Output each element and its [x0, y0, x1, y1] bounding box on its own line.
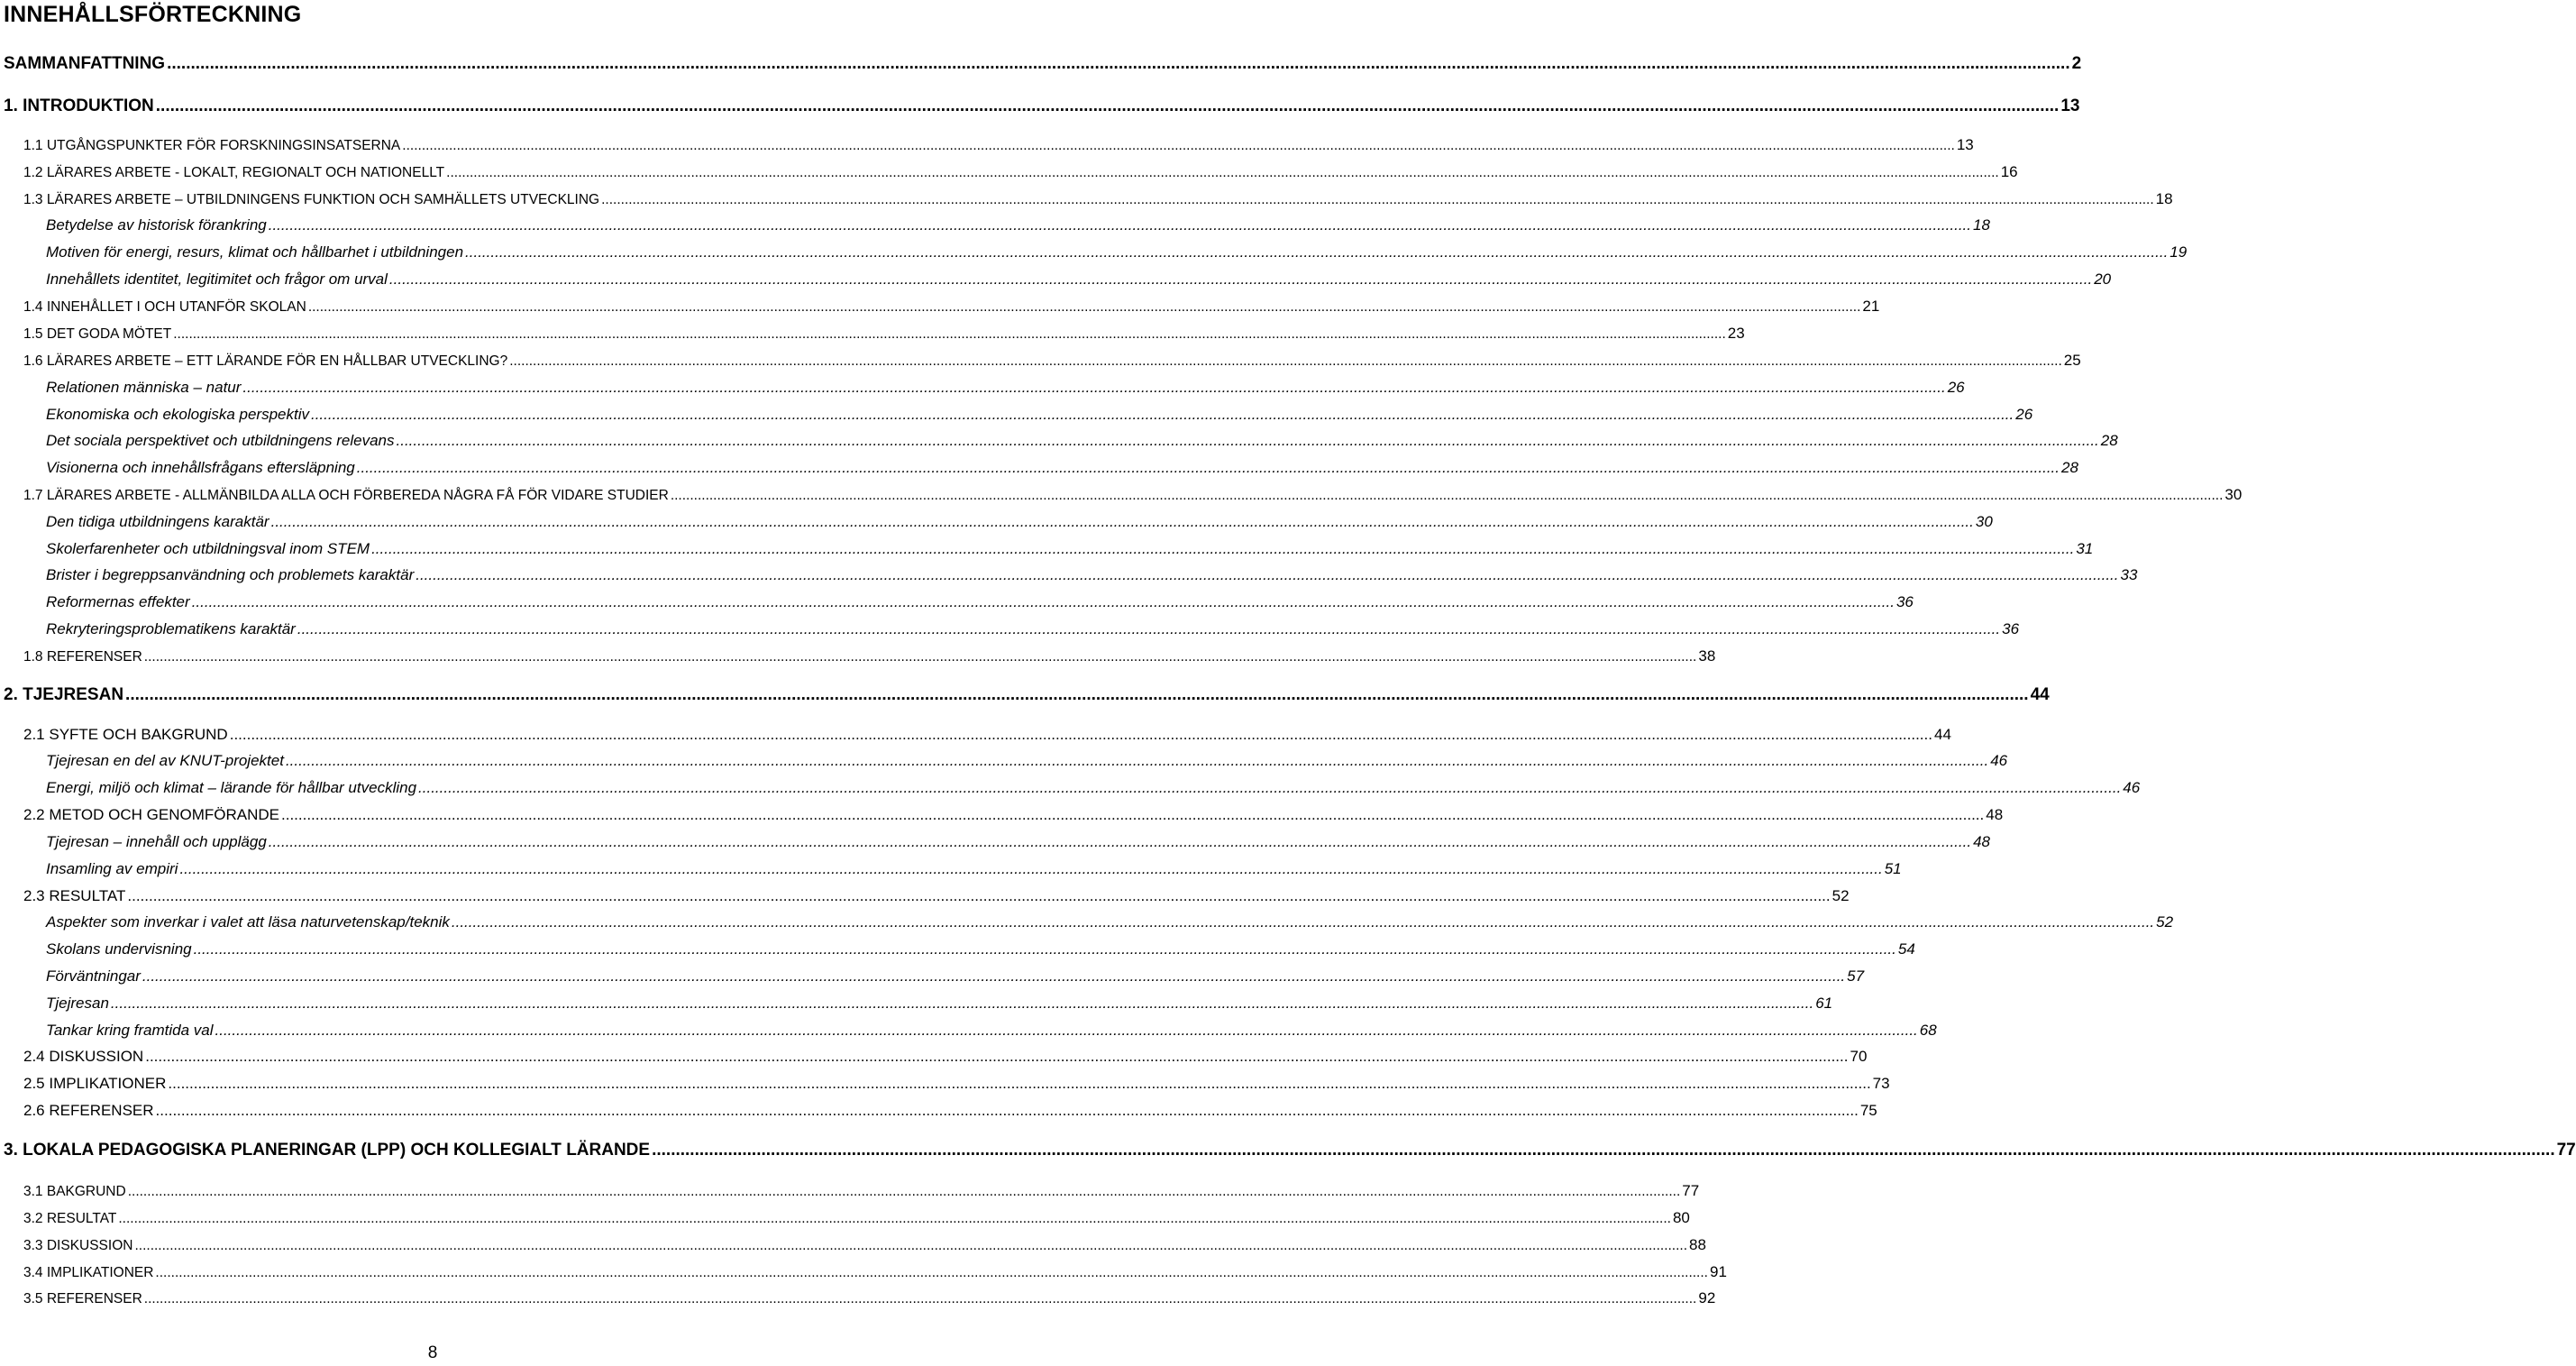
toc-entry-page: 48 [1973, 833, 1990, 850]
toc-dot-leader: ................................................................................................................................................................................................................................................................................................................................................................................................................ [127, 1184, 1681, 1199]
toc-entry[interactable] [46, 617, 2020, 642]
toc-entry[interactable] [4, 683, 2050, 708]
toc-entry-title: Innehållets identitet, legitimitet och frågor om urval [46, 270, 388, 288]
toc-entry-title: 2.4 DISKUSSION [23, 1048, 144, 1065]
toc-entry-page: 48 [1986, 806, 2004, 823]
toc-dot-leader: ................................................................................................................................................................................................................................................................................................................................................................................................................ [281, 806, 1985, 823]
toc-dot-leader: ................................................................................................................................................................................................................................................................................................................................................................................................................ [465, 243, 2169, 261]
toc-entry-page: 33 [2120, 566, 2138, 583]
toc-entry[interactable] [46, 267, 2112, 292]
toc-entry-page: 21 [1862, 298, 1880, 315]
toc-title: INNEHÅLLSFÖRTECKNING [4, 2, 302, 27]
toc-entry[interactable] [23, 1233, 1706, 1258]
toc-dot-leader: ................................................................................................................................................................................................................................................................................................................................................................................................................ [127, 887, 1831, 904]
toc-entry[interactable] [46, 240, 2188, 265]
toc-entry-title: 1. INTRODUKTION [4, 96, 154, 115]
toc-entry-title: 2.6 REFERENSER [23, 1102, 154, 1119]
toc-entry-title: 1.1 UTGÅNGSPUNKTER FÖR FORSKNINGSINSATSERNA [23, 138, 401, 153]
toc-dot-leader: ................................................................................................................................................................................................................................................................................................................................................................................................................ [446, 165, 1999, 180]
toc-entry-title: SAMMANFATTNING [4, 54, 166, 73]
toc-dot-leader: ................................................................................................................................................................................................................................................................................................................................................................................................................ [416, 566, 2119, 583]
page-number: 8 [427, 1343, 438, 1362]
toc-entry-title: Betydelse av historisk förankring [46, 216, 267, 234]
toc-entry[interactable] [4, 1138, 2576, 1163]
toc-dot-leader: ................................................................................................................................................................................................................................................................................................................................................................................................................ [307, 299, 1861, 315]
toc-entry-page: 54 [1897, 940, 1915, 958]
toc-entry-page: 2 [2071, 54, 2082, 73]
toc-entry-page: 52 [2156, 913, 2174, 931]
toc-dot-leader: ................................................................................................................................................................................................................................................................................................................................................................................................................ [193, 940, 1896, 958]
toc-entry[interactable] [23, 482, 2243, 508]
toc-entry-page: 61 [1815, 995, 1833, 1012]
toc-dot-leader: ................................................................................................................................................................................................................................................................................................................................................................................................................ [285, 752, 1989, 769]
toc-entry[interactable] [23, 1098, 1877, 1123]
toc-entry-page: 46 [1990, 752, 2008, 769]
toc-entry[interactable] [23, 294, 1880, 319]
toc-dot-leader: ................................................................................................................................................................................................................................................................................................................................................................................................................ [155, 1265, 1708, 1280]
toc-entry-page: 52 [1832, 887, 1850, 904]
toc-dot-leader: ................................................................................................................................................................................................................................................................................................................................................................................................................ [268, 216, 1971, 234]
toc-entry-title: Insamling av empiri [46, 860, 178, 877]
toc-entry[interactable] [46, 910, 2174, 935]
toc-entry-page: 73 [1872, 1075, 1890, 1092]
toc-entry-page: 30 [1975, 513, 1993, 530]
toc-entry[interactable] [46, 509, 1993, 535]
toc-entry-title: 1.4 INNEHÅLLET I OCH UTANFÖR SKOLAN [23, 299, 306, 315]
toc-dot-leader: ................................................................................................................................................................................................................................................................................................................................................................................................................ [145, 1048, 1849, 1065]
toc-entry[interactable] [46, 563, 2138, 588]
toc-entry[interactable] [4, 51, 2082, 77]
toc-entry[interactable] [23, 1178, 1700, 1204]
toc-entry[interactable] [23, 1206, 1690, 1231]
toc-entry[interactable] [46, 213, 1990, 238]
toc-entry-page: 77 [2556, 1141, 2576, 1160]
toc-entry-page: 28 [2061, 459, 2078, 476]
toc-entry-title: Visionerna och innehållsfrågans eftersläpning [46, 459, 355, 476]
toc-entry-title: 3.1 BAKGRUND [23, 1184, 126, 1199]
toc-entry-page: 18 [1973, 216, 1990, 234]
toc-entry-page: 92 [1698, 1289, 1716, 1306]
toc-entry[interactable] [23, 133, 1974, 158]
toc-entry[interactable] [23, 348, 2081, 373]
toc-entry[interactable] [23, 1260, 1727, 1285]
toc-entry[interactable] [23, 160, 2018, 185]
toc-entry-page: 70 [1850, 1048, 1868, 1065]
toc-entry-title: 2. TJEJRESAN [4, 685, 124, 704]
toc-entry-page: 36 [1895, 593, 1914, 610]
toc-dot-leader: ................................................................................................................................................................................................................................................................................................................................................................................................................ [601, 192, 2154, 207]
toc-dot-leader: ................................................................................................................................................................................................................................................................................................................................................................................................................ [388, 270, 2093, 288]
toc-entry[interactable] [23, 884, 1850, 909]
toc-entry-title: Energi, miljö och klimat – lärande för hållbar utveckling [46, 779, 417, 796]
toc-entry-page: 46 [2123, 779, 2141, 796]
toc-entry-title: Skolerfarenheter och utbildningsval inom STEM [46, 540, 370, 557]
toc-entry[interactable] [46, 428, 2118, 454]
toc-entry-page: 80 [1672, 1209, 1690, 1226]
toc-dot-leader: ................................................................................................................................................................................................................................................................................................................................................................................................................ [118, 1211, 1671, 1226]
toc-dot-leader: ................................................................................................................................................................................................................................................................................................................................................................................................................ [229, 726, 1932, 743]
toc-entry[interactable] [46, 775, 2141, 801]
toc-dot-leader: ................................................................................................................................................................................................................................................................................................................................................................................................................ [310, 406, 2014, 423]
toc-entry-title: 1.3 LÄRARES ARBETE – UTBILDNINGENS FUNKTION OCH SAMHÄLLETS UTVECKLING [23, 192, 600, 207]
toc-entry-title: 3.2 RESULTAT [23, 1211, 117, 1226]
toc-entry-title: 1.7 LÄRARES ARBETE - ALLMÄNBILDA ALLA OCH FÖRBEREDA NÅGRA FÅ FÖR VIDARE STUDIER [23, 488, 669, 503]
toc-entry-page: 57 [1847, 967, 1865, 985]
toc-entry-title: Skolans undervisning [46, 940, 192, 958]
toc-entry[interactable] [23, 321, 1745, 346]
toc-dot-leader: ................................................................................................................................................................................................................................................................................................................................................................................................................ [418, 779, 2122, 796]
toc-dot-leader: ................................................................................................................................................................................................................................................................................................................................................................................................................ [134, 1238, 1688, 1253]
toc-entry[interactable] [46, 590, 1914, 615]
toc-dot-leader: ................................................................................................................................................................................................................................................................................................................................................................................................................ [670, 488, 2224, 503]
toc-dot-leader: ................................................................................................................................................................................................................................................................................................................................................................................................................ [371, 540, 2075, 557]
toc-entry[interactable] [23, 722, 1951, 747]
toc-entry-title: 3.5 REFERENSER [23, 1291, 142, 1306]
toc-entry-page: 13 [1956, 136, 1974, 153]
toc-entry-title: 2.5 IMPLIKATIONER [23, 1075, 167, 1092]
toc-entry-page: 91 [1709, 1263, 1727, 1280]
toc-entry[interactable] [23, 802, 2004, 828]
toc-entry-title: 2.3 RESULTAT [23, 887, 126, 904]
toc-entry[interactable] [46, 937, 1915, 962]
toc-entry[interactable] [46, 857, 1902, 882]
toc-entry[interactable] [46, 455, 2078, 481]
toc-entry[interactable] [23, 1044, 1868, 1069]
toc-dot-leader: ................................................................................................................................................................................................................................................................................................................................................................................................................ [652, 1141, 2555, 1160]
toc-dot-leader: ................................................................................................................................................................................................................................................................................................................................................................................................................ [155, 1102, 1859, 1119]
toc-entry-title: Det sociala perspektivet och utbildningens relevans [46, 432, 395, 449]
toc-entry-page: 44 [2030, 685, 2050, 704]
toc-entry-page: 13 [2060, 96, 2080, 115]
toc-dot-leader: ................................................................................................................................................................................................................................................................................................................................................................................................................ [268, 833, 1972, 850]
toc-dot-leader: ................................................................................................................................................................................................................................................................................................................................................................................................................ [168, 1075, 1871, 1092]
toc-entry-title: Reformernas effekter [46, 593, 190, 610]
toc-entry-title: Tjejresan [46, 995, 109, 1012]
toc-dot-leader: ................................................................................................................................................................................................................................................................................................................................................................................................................ [242, 379, 1946, 396]
toc-entry-page: 68 [1919, 1022, 1937, 1039]
toc-entry[interactable] [23, 1286, 1716, 1311]
toc-entry[interactable] [23, 1071, 1890, 1096]
toc-entry-title: Aspekter som inverkar i valet att läsa naturvetenskap/teknik [46, 913, 450, 931]
toc-entry-title: Relationen människa – natur [46, 379, 242, 396]
toc-entry-title: 2.2 METOD OCH GENOMFÖRANDE [23, 806, 279, 823]
toc-entry-title: Rekryteringsproblematikens karaktär [46, 620, 296, 637]
toc-entry-title: Tjejresan en del av KNUT-projektet [46, 752, 284, 769]
toc-entry-page: 38 [1698, 647, 1716, 665]
toc-entry-page: 16 [2000, 163, 2018, 180]
toc-dot-leader: ................................................................................................................................................................................................................................................................................................................................................................................................................ [297, 620, 2001, 637]
toc-entry-title: Förväntningar [46, 967, 141, 985]
toc-entry-title: Tankar kring framtida val [46, 1022, 214, 1039]
toc-entry[interactable] [23, 187, 2173, 212]
toc-entry-page: 77 [1682, 1182, 1700, 1199]
toc-dot-leader: ................................................................................................................................................................................................................................................................................................................................................................................................................ [215, 1022, 1918, 1039]
toc-entry[interactable] [46, 991, 1833, 1016]
toc-entry-page: 26 [2015, 406, 2033, 423]
toc-entry-page: 75 [1859, 1102, 1877, 1119]
toc-entry[interactable] [46, 964, 1865, 989]
toc-dot-leader: ................................................................................................................................................................................................................................................................................................................................................................................................................ [509, 353, 2062, 369]
toc-entry-title: 3.4 IMPLIKATIONER [23, 1265, 154, 1280]
toc-dot-leader: ................................................................................................................................................................................................................................................................................................................................................................................................................ [173, 326, 1726, 342]
toc-entry-page: 31 [2076, 540, 2094, 557]
toc-entry-page: 88 [1689, 1236, 1706, 1253]
toc-dot-leader: ................................................................................................................................................................................................................................................................................................................................................................................................................ [270, 513, 1974, 530]
toc-entry-page: 28 [2100, 432, 2118, 449]
toc-entry-title: Brister i begreppsanvändning och problemets karaktär [46, 566, 415, 583]
toc-entry-title: 1.8 REFERENSER [23, 649, 142, 665]
toc-dot-leader: ................................................................................................................................................................................................................................................................................................................................................................................................................ [110, 995, 1814, 1012]
toc-entry-page: 36 [2002, 620, 2020, 637]
toc-entry-page: 19 [2170, 243, 2188, 261]
toc-entry-title: 2.1 SYFTE OCH BAKGRUND [23, 726, 228, 743]
toc-dot-leader: ................................................................................................................................................................................................................................................................................................................................................................................................................ [143, 1291, 1697, 1306]
toc-entry[interactable] [46, 830, 1990, 855]
toc-entry-page: 30 [2224, 486, 2243, 503]
toc-entry-page: 18 [2155, 190, 2173, 207]
toc-entry-title: 3. LOKALA PEDAGOGISKA PLANERINGAR (LPP) OCH KOLLEGIALT LÄRANDE [4, 1141, 651, 1160]
toc-dot-leader: ................................................................................................................................................................................................................................................................................................................................................................................................................ [167, 54, 2070, 73]
toc-entry-title: Tjejresan – innehåll och upplägg [46, 833, 267, 850]
toc-entry-title: 3.3 DISKUSSION [23, 1238, 133, 1253]
toc-entry-page: 23 [1727, 325, 1745, 342]
toc-entry-page: 20 [2094, 270, 2112, 288]
toc-entry[interactable] [46, 748, 2008, 774]
toc-entry-page: 51 [1884, 860, 1902, 877]
toc-entry[interactable] [23, 644, 1716, 669]
toc-dot-leader: ................................................................................................................................................................................................................................................................................................................................................................................................................ [402, 138, 1955, 153]
toc-dot-leader: ................................................................................................................................................................................................................................................................................................................................................................................................................ [125, 685, 2029, 704]
toc-dot-leader: ................................................................................................................................................................................................................................................................................................................................................................................................................ [155, 96, 2060, 115]
toc-entry[interactable] [46, 402, 2033, 427]
toc-dot-leader: ................................................................................................................................................................................................................................................................................................................................................................................................................ [191, 593, 1895, 610]
toc-entry[interactable] [4, 94, 2080, 119]
toc-entry-title: Den tidiga utbildningens karaktär [46, 513, 269, 530]
toc-entry-page: 44 [1933, 726, 1951, 743]
toc-entry-title: Ekonomiska och ekologiska perspektiv [46, 406, 309, 423]
toc-dot-leader: ................................................................................................................................................................................................................................................................................................................................................................................................................ [396, 432, 2099, 449]
toc-dot-leader: ................................................................................................................................................................................................................................................................................................................................................................................................................ [451, 913, 2155, 931]
toc-entry[interactable] [46, 375, 1965, 400]
toc-entry-title: Motiven för energi, resurs, klimat och hållbarhet i utbildningen [46, 243, 464, 261]
toc-entry-page: 26 [1947, 379, 1965, 396]
toc-entry[interactable] [46, 1018, 1937, 1043]
toc-entry[interactable] [46, 536, 2094, 562]
toc-entry-page: 25 [2063, 352, 2081, 369]
toc-entry-title: 1.2 LÄRARES ARBETE - LOKALT, REGIONALT OCH NATIONELLT [23, 165, 445, 180]
toc-dot-leader: ................................................................................................................................................................................................................................................................................................................................................................................................................ [179, 860, 1883, 877]
toc-entry-title: 1.5 DET GODA MÖTET [23, 326, 172, 342]
toc-dot-leader: ................................................................................................................................................................................................................................................................................................................................................................................................................ [143, 649, 1697, 665]
toc-entry-title: 1.6 LÄRARES ARBETE – ETT LÄRANDE FÖR EN HÅLLBAR UTVECKLING? [23, 353, 508, 369]
toc-dot-leader: ................................................................................................................................................................................................................................................................................................................................................................................................................ [356, 459, 2060, 476]
toc-dot-leader: ................................................................................................................................................................................................................................................................................................................................................................................................................ [142, 967, 1846, 985]
